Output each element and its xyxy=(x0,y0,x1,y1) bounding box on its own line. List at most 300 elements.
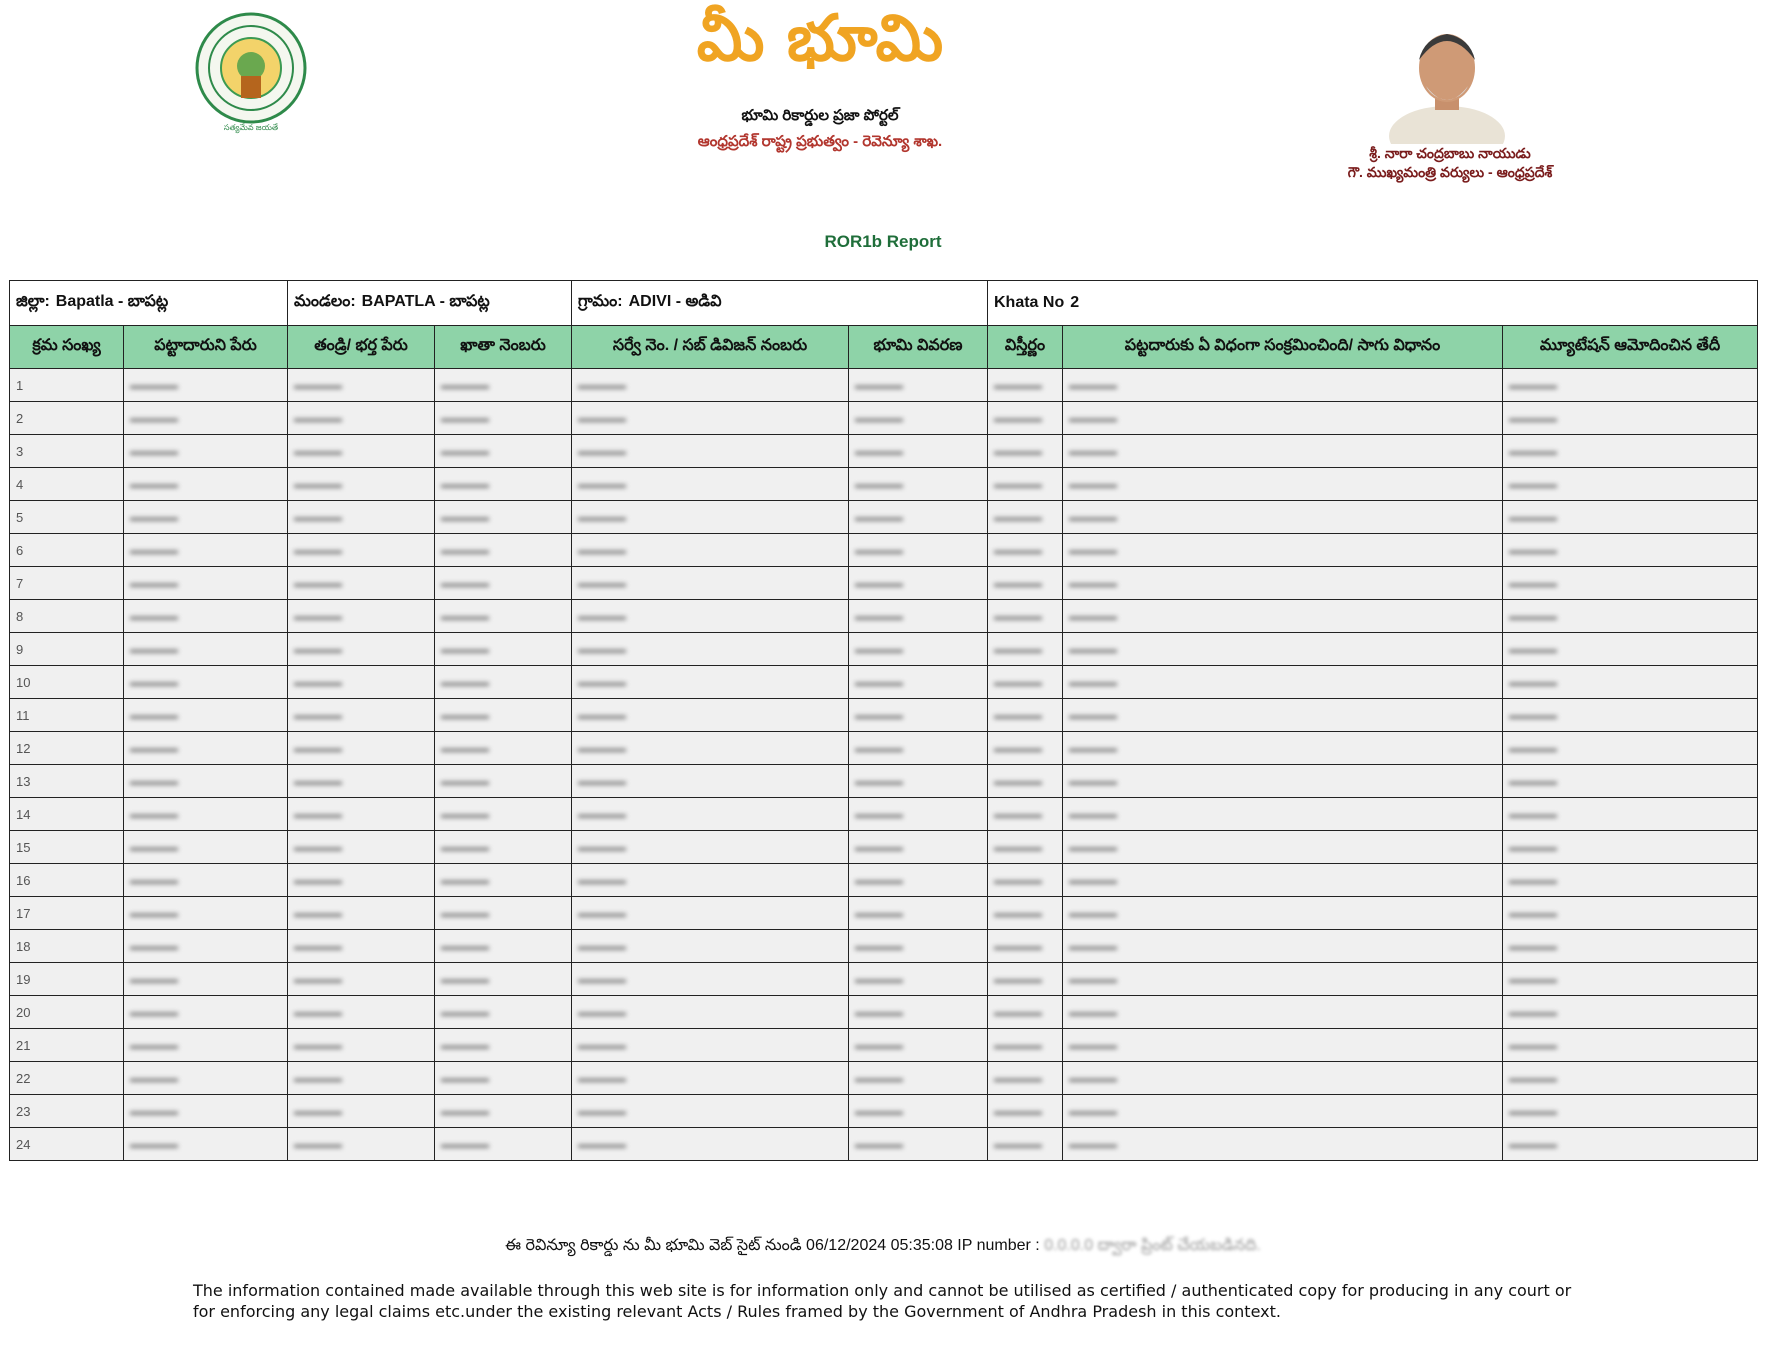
redacted-cell xyxy=(988,534,1063,567)
redacted-cell xyxy=(288,501,435,534)
table-row xyxy=(10,699,1758,732)
redacted-cell xyxy=(572,534,849,567)
redacted-text: ▬▬▬▬ xyxy=(441,1071,489,1085)
redacted-text: ▬▬▬▬ xyxy=(294,873,342,887)
redacted-cell xyxy=(1503,765,1758,798)
redacted-cell xyxy=(849,732,988,765)
redacted-text: ▬▬▬▬ xyxy=(1069,411,1117,425)
khata-label: Khata No xyxy=(994,294,1065,311)
redacted-cell xyxy=(849,699,988,732)
column-header: క్రమ సంఖ్య xyxy=(10,326,124,369)
table-row xyxy=(10,897,1758,930)
redacted-text: ▬▬▬▬ xyxy=(578,1137,626,1151)
report-title: ROR1b Report xyxy=(824,232,942,251)
redacted-text: ▬▬▬▬ xyxy=(441,609,489,623)
redacted-text: ▬▬▬▬ xyxy=(294,807,342,821)
redacted-cell xyxy=(124,369,288,402)
redacted-cell xyxy=(1503,501,1758,534)
column-header: భూమి వివరణ xyxy=(849,326,988,369)
redacted-cell xyxy=(124,633,288,666)
redacted-cell xyxy=(1503,732,1758,765)
redacted-cell xyxy=(1503,864,1758,897)
redacted-cell xyxy=(1063,534,1503,567)
redacted-cell xyxy=(988,996,1063,1029)
redacted-cell xyxy=(572,1128,849,1161)
redacted-text: ▬▬▬▬ xyxy=(130,642,178,656)
redacted-cell xyxy=(1503,1029,1758,1062)
redacted-cell xyxy=(988,567,1063,600)
redacted-text: ▬▬▬▬ xyxy=(994,1137,1042,1151)
redacted-text: ▬▬▬▬ xyxy=(855,741,903,755)
redacted-text: ▬▬▬▬ xyxy=(855,807,903,821)
redacted-text: ▬▬▬▬ xyxy=(1069,1071,1117,1085)
column-header: సర్వే నెం. / సబ్ డివిజన్ నంబరు xyxy=(572,326,849,369)
redacted-text: ▬▬▬▬ xyxy=(130,972,178,986)
redacted-text: ▬▬▬▬ xyxy=(994,1104,1042,1118)
redacted-cell xyxy=(572,402,849,435)
redacted-cell xyxy=(849,501,988,534)
redacted-text: ▬▬▬▬ xyxy=(994,543,1042,557)
portal-name: భూమి రికార్డుల ప్రజా పోర్టల్ xyxy=(741,107,899,124)
serial-number-cell: 20 xyxy=(10,996,124,1029)
serial-number-cell: 19 xyxy=(10,963,124,996)
redacted-cell xyxy=(124,831,288,864)
redacted-cell xyxy=(1503,468,1758,501)
redacted-text: ▬▬▬▬ xyxy=(1509,840,1557,854)
table-row xyxy=(10,1095,1758,1128)
redacted-cell xyxy=(124,732,288,765)
redacted-text: ▬▬▬▬ xyxy=(855,939,903,953)
redacted-text: ▬▬▬▬ xyxy=(294,411,342,425)
redacted-text: ▬▬▬▬ xyxy=(294,972,342,986)
serial-number-cell: 7 xyxy=(10,567,124,600)
redacted-cell xyxy=(1063,798,1503,831)
redacted-cell xyxy=(1503,831,1758,864)
table-body xyxy=(10,369,1758,1161)
redacted-cell xyxy=(124,1128,288,1161)
redacted-text: ▬▬▬▬ xyxy=(994,807,1042,821)
redacted-cell xyxy=(849,864,988,897)
redacted-text: ▬▬▬▬ xyxy=(1069,873,1117,887)
redacted-text: ▬▬▬▬ xyxy=(994,840,1042,854)
mandal-label: మండలం: xyxy=(294,293,356,310)
redacted-text: ▬▬▬▬ xyxy=(294,675,342,689)
redacted-cell xyxy=(288,369,435,402)
serial-number-cell: 5 xyxy=(10,501,124,534)
redacted-cell xyxy=(435,897,572,930)
table-row xyxy=(10,765,1758,798)
redacted-cell xyxy=(849,897,988,930)
redacted-cell xyxy=(1063,501,1503,534)
redacted-text: ▬▬▬▬ xyxy=(441,543,489,557)
redacted-text: ▬▬▬▬ xyxy=(855,510,903,524)
redacted-text: ▬▬▬▬ xyxy=(294,939,342,953)
redacted-text: ▬▬▬▬ xyxy=(130,807,178,821)
redacted-cell xyxy=(1063,633,1503,666)
redacted-text: ▬▬▬▬ xyxy=(294,708,342,722)
redacted-cell xyxy=(124,699,288,732)
district-cell xyxy=(10,281,288,326)
redacted-cell xyxy=(124,864,288,897)
redacted-cell xyxy=(435,1128,572,1161)
redacted-cell xyxy=(572,897,849,930)
redacted-cell xyxy=(572,765,849,798)
redacted-text: ▬▬▬▬ xyxy=(441,444,489,458)
redacted-cell xyxy=(435,798,572,831)
redacted-cell xyxy=(988,1128,1063,1161)
table-row xyxy=(10,1062,1758,1095)
redacted-cell xyxy=(988,963,1063,996)
redacted-text: ▬▬▬▬ xyxy=(994,576,1042,590)
redacted-text: ▬▬▬▬ xyxy=(130,1005,178,1019)
serial-number-cell: 17 xyxy=(10,897,124,930)
redacted-text: ▬▬▬▬ xyxy=(1509,873,1557,887)
disclaimer: The information contained made available through this web site is for information only and cannot be utilised as certified / authenticated copy for producing in any court or for enforcing any legal claims etc.under the existing relevant Acts / Rules framed by the Government of Andhra Pradesh in this context. xyxy=(193,1281,1572,1321)
redacted-text: ▬▬▬▬ xyxy=(294,444,342,458)
redacted-text: ▬▬▬▬ xyxy=(294,477,342,491)
svg-text:సత్యమేవ జయతే: సత్యమేవ జయతే xyxy=(223,123,279,132)
redacted-text: ▬▬▬▬ xyxy=(855,444,903,458)
redacted-cell xyxy=(849,930,988,963)
redacted-cell xyxy=(288,402,435,435)
redacted-cell xyxy=(288,996,435,1029)
redacted-text: ▬▬▬▬ xyxy=(1069,510,1117,524)
redacted-text: ▬▬▬▬ xyxy=(994,708,1042,722)
redacted-text: ▬▬▬▬ xyxy=(1509,609,1557,623)
redacted-text: ▬▬▬▬ xyxy=(441,741,489,755)
redacted-text: ▬▬▬▬ xyxy=(130,675,178,689)
serial-number-cell: 4 xyxy=(10,468,124,501)
redacted-text: ▬▬▬▬ xyxy=(994,378,1042,392)
redacted-text: ▬▬▬▬ xyxy=(441,642,489,656)
redacted-cell xyxy=(988,699,1063,732)
redacted-text: ▬▬▬▬ xyxy=(1069,741,1117,755)
redacted-cell xyxy=(1063,1062,1503,1095)
redacted-cell xyxy=(572,1095,849,1128)
redacted-text: ▬▬▬▬ xyxy=(294,741,342,755)
redacted-cell xyxy=(435,468,572,501)
redacted-text: ▬▬▬▬ xyxy=(441,411,489,425)
redacted-text: ▬▬▬▬ xyxy=(1509,939,1557,953)
redacted-cell xyxy=(124,963,288,996)
redacted-text: ▬▬▬▬ xyxy=(578,906,626,920)
redacted-cell xyxy=(572,666,849,699)
redacted-text: ▬▬▬▬ xyxy=(441,972,489,986)
redacted-text: ▬▬▬▬ xyxy=(1069,708,1117,722)
redacted-text: ▬▬▬▬ xyxy=(1069,807,1117,821)
table-row xyxy=(10,864,1758,897)
table-row xyxy=(10,468,1758,501)
redacted-text: ▬▬▬▬ xyxy=(130,510,178,524)
table-row xyxy=(10,996,1758,1029)
redacted-text: ▬▬▬▬ xyxy=(130,411,178,425)
redacted-cell xyxy=(572,435,849,468)
redacted-cell xyxy=(1503,534,1758,567)
redacted-cell xyxy=(1063,567,1503,600)
redacted-text: ▬▬▬▬ xyxy=(1069,840,1117,854)
serial-number-cell: 24 xyxy=(10,1128,124,1161)
redacted-cell xyxy=(1503,666,1758,699)
chief-minister-photo xyxy=(1388,18,1506,144)
redacted-text: ▬▬▬▬ xyxy=(1509,576,1557,590)
redacted-text: ▬▬▬▬ xyxy=(855,477,903,491)
redacted-cell xyxy=(1063,831,1503,864)
redacted-text: ▬▬▬▬ xyxy=(1069,642,1117,656)
redacted-cell xyxy=(124,996,288,1029)
redacted-cell xyxy=(288,633,435,666)
table-row xyxy=(10,732,1758,765)
redacted-cell xyxy=(849,468,988,501)
redacted-cell xyxy=(435,666,572,699)
redacted-text: ▬▬▬▬ xyxy=(855,1038,903,1052)
redacted-text: ▬▬▬▬ xyxy=(994,477,1042,491)
print-note xyxy=(0,1236,1766,1258)
redacted-cell xyxy=(1503,633,1758,666)
redacted-cell xyxy=(435,534,572,567)
redacted-text: ▬▬▬▬ xyxy=(294,1071,342,1085)
redacted-text: ▬▬▬▬ xyxy=(1509,477,1557,491)
redacted-cell xyxy=(988,798,1063,831)
redacted-text: ▬▬▬▬ xyxy=(294,642,342,656)
redacted-text: ▬▬▬▬ xyxy=(578,1005,626,1019)
redacted-text: ▬▬▬▬ xyxy=(441,1137,489,1151)
redacted-cell xyxy=(1503,930,1758,963)
redacted-cell xyxy=(988,930,1063,963)
redacted-cell xyxy=(988,666,1063,699)
redacted-cell xyxy=(288,1128,435,1161)
serial-number-cell: 15 xyxy=(10,831,124,864)
redacted-text: ▬▬▬▬ xyxy=(578,1104,626,1118)
mandal-value: BAPATLA - బాపట్ల xyxy=(361,293,490,310)
serial-number-cell: 16 xyxy=(10,864,124,897)
redacted-cell xyxy=(288,1062,435,1095)
serial-number-cell: 1 xyxy=(10,369,124,402)
redacted-cell xyxy=(849,1029,988,1062)
redacted-cell xyxy=(572,1029,849,1062)
redacted-cell xyxy=(988,468,1063,501)
table-row xyxy=(10,567,1758,600)
redacted-text: ▬▬▬▬ xyxy=(994,906,1042,920)
redacted-cell xyxy=(1503,996,1758,1029)
redacted-cell xyxy=(1063,732,1503,765)
redacted-text: ▬▬▬▬ xyxy=(578,675,626,689)
print-note-text: ఈ రెవిన్యూ రికార్డు ను మీ భూమి వెబ్ సైట్ నుండి 06/12/2024 05:35:08 IP number : xyxy=(505,1237,1040,1254)
redacted-text: ▬▬▬▬ xyxy=(441,807,489,821)
redacted-text: ▬▬▬▬ xyxy=(441,477,489,491)
village-cell xyxy=(572,281,988,326)
redacted-cell xyxy=(288,468,435,501)
redacted-text: ▬▬▬▬ xyxy=(130,774,178,788)
redacted-cell xyxy=(849,798,988,831)
redacted-text: ▬▬▬▬ xyxy=(578,840,626,854)
redacted-text: ▬▬▬▬ xyxy=(994,609,1042,623)
redacted-cell xyxy=(435,567,572,600)
redacted-text: ▬▬▬▬ xyxy=(1069,1038,1117,1052)
redacted-cell xyxy=(435,732,572,765)
redacted-cell xyxy=(1063,666,1503,699)
redacted-text: ▬▬▬▬ xyxy=(1069,1137,1117,1151)
serial-number-cell: 2 xyxy=(10,402,124,435)
redacted-cell xyxy=(1503,699,1758,732)
redacted-text: ▬▬▬▬ xyxy=(1509,1071,1557,1085)
redacted-text: ▬▬▬▬ xyxy=(441,708,489,722)
redacted-cell xyxy=(849,996,988,1029)
cm-name: శ్రీ. నారా చంద్రబాబు నాయుడు xyxy=(1369,145,1531,161)
serial-number-cell: 9 xyxy=(10,633,124,666)
table-row xyxy=(10,666,1758,699)
khata-cell xyxy=(988,281,1758,326)
redacted-text: ▬▬▬▬ xyxy=(994,972,1042,986)
redacted-text: ▬▬▬▬ xyxy=(441,378,489,392)
serial-number-cell: 14 xyxy=(10,798,124,831)
redacted-cell xyxy=(288,897,435,930)
redacted-text: ▬▬▬▬ xyxy=(855,840,903,854)
redacted-cell xyxy=(1063,468,1503,501)
redacted-cell xyxy=(572,864,849,897)
redacted-text: ▬▬▬▬ xyxy=(441,1038,489,1052)
redacted-text: ▬▬▬▬ xyxy=(1509,1005,1557,1019)
serial-number-cell: 8 xyxy=(10,600,124,633)
redacted-cell xyxy=(988,402,1063,435)
redacted-text: ▬▬▬▬ xyxy=(130,1104,178,1118)
redacted-text: ▬▬▬▬ xyxy=(855,543,903,557)
redacted-text: ▬▬▬▬ xyxy=(855,1071,903,1085)
redacted-text: ▬▬▬▬ xyxy=(130,1137,178,1151)
redacted-text: ▬▬▬▬ xyxy=(1069,906,1117,920)
redacted-text: ▬▬▬▬ xyxy=(130,708,178,722)
redacted-cell xyxy=(572,1062,849,1095)
redacted-cell xyxy=(1503,402,1758,435)
redacted-text: ▬▬▬▬ xyxy=(1069,444,1117,458)
redacted-text: ▬▬▬▬ xyxy=(1069,477,1117,491)
redacted-text: ▬▬▬▬ xyxy=(855,378,903,392)
redacted-cell xyxy=(572,963,849,996)
redacted-cell xyxy=(288,963,435,996)
table-row xyxy=(10,369,1758,402)
location-info-row xyxy=(10,281,1758,326)
redacted-text: ▬▬▬▬ xyxy=(1509,741,1557,755)
redacted-text: ▬▬▬▬ xyxy=(578,543,626,557)
redacted-text: ▬▬▬▬ xyxy=(1069,972,1117,986)
redacted-text: ▬▬▬▬ xyxy=(994,1071,1042,1085)
redacted-cell xyxy=(124,468,288,501)
redacted-text: ▬▬▬▬ xyxy=(855,1104,903,1118)
redacted-cell xyxy=(288,798,435,831)
table-row xyxy=(10,402,1758,435)
redacted-cell xyxy=(572,699,849,732)
print-note-suffix: ద్వారా ప్రింట్ చేయబడినది. xyxy=(1097,1237,1261,1254)
table-row xyxy=(10,930,1758,963)
redacted-text: ▬▬▬▬ xyxy=(294,378,342,392)
print-note-ip: 0.0.0.0 xyxy=(1044,1237,1094,1254)
redacted-text: ▬▬▬▬ xyxy=(855,411,903,425)
redacted-cell xyxy=(124,1062,288,1095)
redacted-cell xyxy=(288,666,435,699)
redacted-text: ▬▬▬▬ xyxy=(578,972,626,986)
redacted-cell xyxy=(288,699,435,732)
redacted-cell xyxy=(849,567,988,600)
redacted-cell xyxy=(572,369,849,402)
redacted-text: ▬▬▬▬ xyxy=(578,873,626,887)
redacted-cell xyxy=(435,1095,572,1128)
redacted-text: ▬▬▬▬ xyxy=(1509,543,1557,557)
redacted-text: ▬▬▬▬ xyxy=(130,378,178,392)
redacted-text: ▬▬▬▬ xyxy=(130,576,178,590)
redacted-text: ▬▬▬▬ xyxy=(578,1038,626,1052)
redacted-cell xyxy=(435,765,572,798)
redacted-text: ▬▬▬▬ xyxy=(578,642,626,656)
redacted-cell xyxy=(124,600,288,633)
redacted-cell xyxy=(124,666,288,699)
redacted-text: ▬▬▬▬ xyxy=(1069,1104,1117,1118)
redacted-cell xyxy=(288,732,435,765)
redacted-cell xyxy=(1063,765,1503,798)
mandal-cell xyxy=(288,281,572,326)
ap-state-emblem-icon xyxy=(193,10,309,134)
redacted-text: ▬▬▬▬ xyxy=(294,840,342,854)
redacted-cell xyxy=(849,666,988,699)
redacted-text: ▬▬▬▬ xyxy=(441,906,489,920)
redacted-cell xyxy=(572,600,849,633)
redacted-cell xyxy=(288,831,435,864)
redacted-cell xyxy=(1063,699,1503,732)
redacted-text: ▬▬▬▬ xyxy=(294,1104,342,1118)
redacted-text: ▬▬▬▬ xyxy=(1509,378,1557,392)
redacted-cell xyxy=(435,402,572,435)
redacted-text: ▬▬▬▬ xyxy=(1069,675,1117,689)
redacted-cell xyxy=(988,765,1063,798)
redacted-cell xyxy=(988,600,1063,633)
redacted-text: ▬▬▬▬ xyxy=(855,1005,903,1019)
redacted-cell xyxy=(1503,798,1758,831)
redacted-cell xyxy=(849,534,988,567)
redacted-cell xyxy=(849,600,988,633)
redacted-cell xyxy=(288,765,435,798)
column-header-row xyxy=(10,326,1758,369)
redacted-cell xyxy=(1063,897,1503,930)
table-row xyxy=(10,798,1758,831)
district-label: జిల్లా: xyxy=(16,293,50,310)
redacted-text: ▬▬▬▬ xyxy=(130,840,178,854)
redacted-text: ▬▬▬▬ xyxy=(994,444,1042,458)
redacted-cell xyxy=(435,963,572,996)
redacted-text: ▬▬▬▬ xyxy=(130,609,178,623)
redacted-text: ▬▬▬▬ xyxy=(294,510,342,524)
redacted-cell xyxy=(1063,930,1503,963)
redacted-text: ▬▬▬▬ xyxy=(994,411,1042,425)
redacted-cell xyxy=(288,1029,435,1062)
serial-number-cell: 10 xyxy=(10,666,124,699)
redacted-text: ▬▬▬▬ xyxy=(1509,906,1557,920)
redacted-text: ▬▬▬▬ xyxy=(1069,774,1117,788)
redacted-text: ▬▬▬▬ xyxy=(130,1071,178,1085)
redacted-text: ▬▬▬▬ xyxy=(441,939,489,953)
redacted-cell xyxy=(988,1029,1063,1062)
redacted-text: ▬▬▬▬ xyxy=(994,741,1042,755)
table-row xyxy=(10,1029,1758,1062)
redacted-cell xyxy=(288,534,435,567)
redacted-cell xyxy=(1063,369,1503,402)
redacted-cell xyxy=(1063,402,1503,435)
redacted-text: ▬▬▬▬ xyxy=(578,444,626,458)
redacted-cell xyxy=(572,930,849,963)
redacted-text: ▬▬▬▬ xyxy=(855,675,903,689)
redacted-cell xyxy=(1063,996,1503,1029)
redacted-cell xyxy=(849,831,988,864)
redacted-cell xyxy=(988,1062,1063,1095)
redacted-text: ▬▬▬▬ xyxy=(1509,510,1557,524)
redacted-cell xyxy=(1063,600,1503,633)
